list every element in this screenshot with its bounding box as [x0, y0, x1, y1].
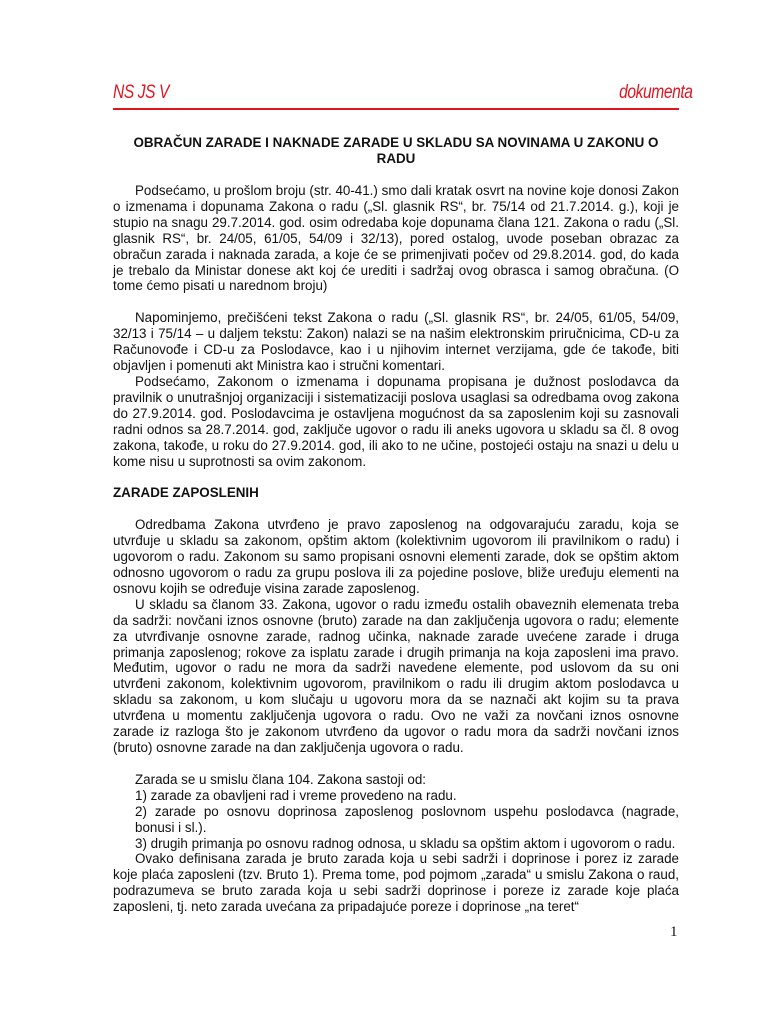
header-right: dokumenta: [619, 82, 693, 103]
header-left: NS JS V: [113, 82, 170, 103]
paragraph: Zarada se u smislu člana 104. Zakona sastoji od:: [135, 771, 427, 787]
paragraph: Podsećamo, Zakonom o izmenama i dopunama propisana je dužnost poslodavca da pravilnik o unutrašnjoj organizaciji i sistematizaciji poslova usaglasi sa odredbama ovog zakona do 27.9.2014. god. Poslodavcima je ostavljena mogućnost da sa zaposlenim koji su zasnovali radni odnos sa 28.7.2014. god, zaključe ugovor o radu ili aneks ugovora u skladu sa čl. 8 ovog zakona, takođe, u roku do 27.9.2014. god, ili ako to ne učine, postojeći ostaju na snazi u delu u kome nisu u suprotnosti sa ovim zakonom.: [113, 373, 679, 469]
page-number: 1: [670, 924, 678, 940]
paragraph: Podsećamo, u prošlom broju (str. 40-41.) smo dali kratak osvrt na novine koje donosi Zakon o izmenama i dopunama Zakona o radu („Sl. glasnik RS“, br. 75/14 od 21.7.2014. g.), koji je stupio na snagu 29.7.2014. god. osim odredaba koje dopunama člana 121. Zakona o radu („Sl. glasnik RS“, br. 24/05, 61/05, 54/09 i 32/13), pored ostalog, uvode poseban obrazac za obračun zarada i naknada zarada, a koje će se primenjivati počev od 29.8.2014. god, do kada je trebalo da Ministar donese akt koj će urediti i sadržaj ovog obrasca i samog obračuna. (O tome ćemo pisati u narednom broju): [113, 183, 679, 294]
paragraph: U skladu sa članom 33. Zakona, ugovor o radu između ostalih obaveznih elemenata treba da sadrži: novčani iznos osnovne (bruto) zarade na dan zaključenja ugovora o radu; elemente za utvrđivanje osnovne zarade, radnog učinka, naknade zarade uvećene zarade i druga primanja zaposlenog; rokove za isplatu zarade i drugih primanja na koja zaposleni ima pravo. Međutim, ugovor o radu ne mora da sadrži navedene elemente, pod uslovom da su oni utvrđeni zakonom, kolektivnim ugovorom, pravilnikom o radu ili drugim aktom poslodavca u skladu sa zakonom, u kom slučaju u ugovoru mora da se naznači akt kojim su ta prava utvrđena u momentu zaključenja ugovora o radu. Ovo ne važi za novčani iznos osnovne zarade iz razloga što je zakonom utvrđeno da ugovor o radu mora da sadrži novčani iznos (bruto) osnovne zarade na dan zaključenja ugovora o radu.: [113, 596, 679, 755]
list-item: 2) zarade po osnovu doprinosa zaposlenog poslovnom uspehu poslodavca (nagrade, bonusi i sl.).: [135, 803, 679, 835]
page-header: [113, 80, 693, 110]
paragraph: Odredbama Zakona utvrđeno je pravo zaposlenog na odgovarajuću zaradu, koja se utvrđuje u skladu sa zakonom, opštim aktom (kolektivnim ugovorom ili pravilnikom o radu) i ugovorom o radu. Zakonom su samo propisani osnovni elementi zarade, dok se opštim aktom odnosno ugovorom o radu za grupu poslova ili za pojedine poslove, bliže uređuju elementi na osnovu kojih se određuje visina zarade zaposlenog.: [113, 517, 679, 596]
list-item: 3) drugih primanja po osnovu radnog odnosa, u skladu sa opštim aktom i ugovorom o radu.: [135, 835, 676, 851]
document-title: OBRAČUN ZARADE I NAKNADE ZARADE U SKLADU SA NOVINAMA U ZAKONU O RADU: [133, 135, 659, 166]
list-item: 1) zarade za obavljeni rad i vreme provedeno na radu.: [135, 787, 457, 803]
paragraph: Napominjemo, prečišćeni tekst Zakona o radu („Sl. glasnik RS“, br. 24/05, 61/05, 54/09, 32/13 i 75/14 – u daljem tekstu: Zakon) nalazi se na našim elektronskim priručnicima, CD-u za Računovođe i CD-u za Poslodavce, kao i u njihovim internet verzijama, gde će takođe, biti objavljen i pomenuti akt Ministra kao i stručni komentari.: [113, 310, 679, 374]
section-heading: ZARADE ZAPOSLENIH: [113, 485, 259, 501]
document-body: [113, 183, 679, 915]
paragraph: Ovako definisana zarada je bruto zarada koja u sebi sadrži i doprinose i porez iz zarade koje plaća zaposleni (tzv. Bruto 1). Prema tome, pod pojmom „zarada“ u smislu Zakona o raud, podrazumeva se bruto zarada koja u sebi sadrži doprinose i poreze iz zarade koje plaća zaposleni, tj. neto zarada uvećana za pripadajuće poreze i doprinose „na teret“: [113, 851, 679, 915]
